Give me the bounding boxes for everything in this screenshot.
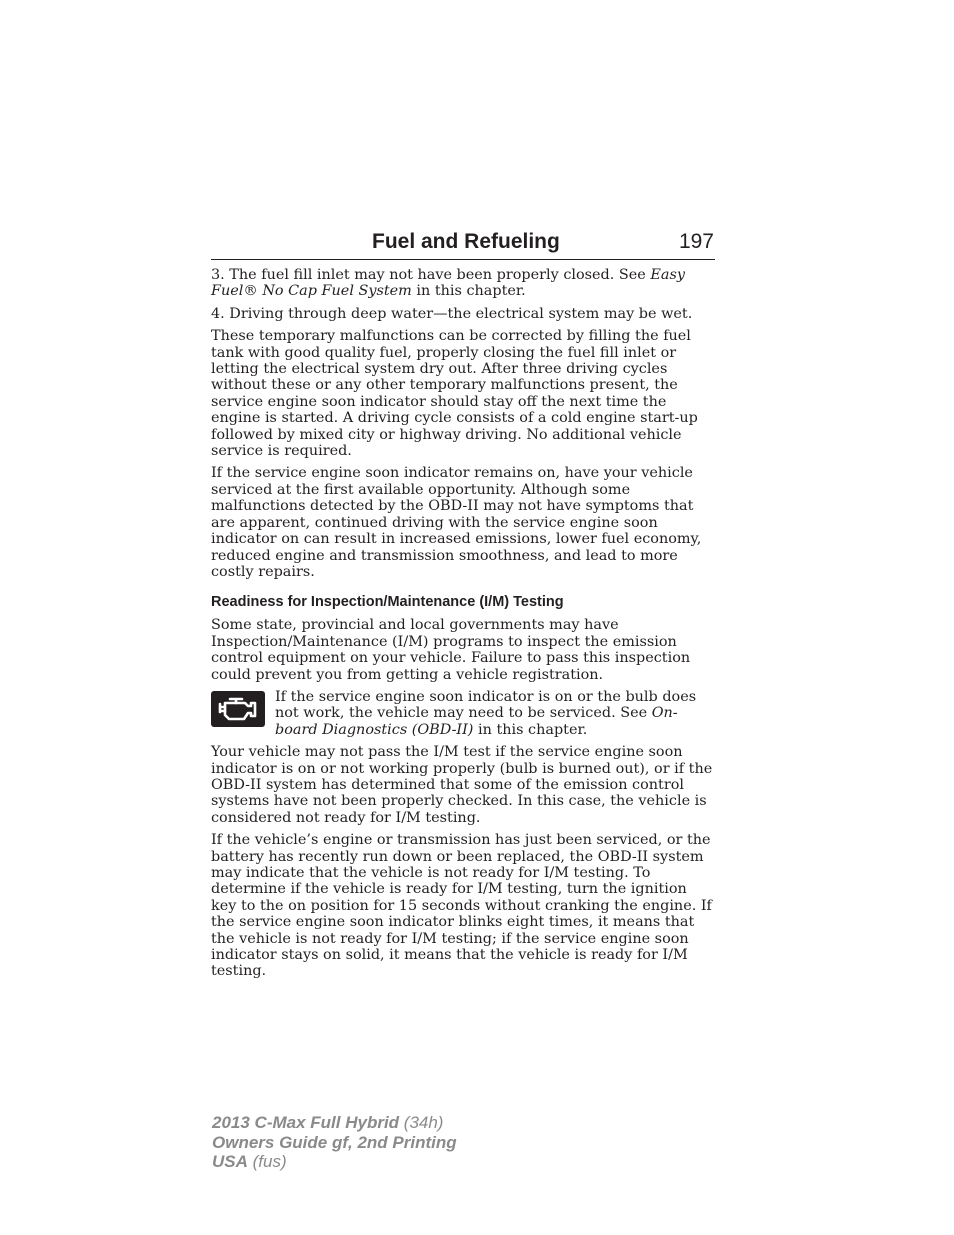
- list-item-4: 4. Driving through deep water—the electrical system may be wet.: [211, 305, 693, 322]
- paragraph-temporary-malfunctions: These temporary malfunctions can be corrected by filling the fuel tank with good quality fuel, properly closing the fuel fill inlet or letting the electrical system dry out. After three driving cycles without these or any other temporary malfunctions present, the service engine soon indicator should stay off the next time the engine is started. A driving cycle consists of a cold engine start-up followed by mixed city or highway driving. No additional vehicle service is required.: [211, 328, 698, 460]
- footer-market: USA: [212, 1152, 248, 1171]
- chapter-title: Fuel and Refueling: [372, 230, 560, 253]
- paragraph-readiness-check: If the vehicle’s engine or transmission has just been serviced, or the battery has recently run down or been replaced, the OBD-II system may indicate that the vehicle is not ready for I/M testing. To determine if the vehicle is ready for I/M testing, turn the ignition key to the on position for 15 seconds without cranking the engine. If the service engine soon indicator blinks eight times, it means that the vehicle is not ready for I/M testing; if the service engine soon indicator stays on solid, it means that the vehicle is ready for I/M testing.: [211, 832, 712, 980]
- footer-line-3: [212, 1152, 457, 1172]
- paragraph-indicator-remains-on: If the service engine soon indicator remains on, have your vehicle serviced at the first available opportunity. Although some malfunctions detected by the OBD-II may not have symptoms that are apparent, continued driving with the service engine soon indicator on can result in increased emissions, lower fuel economy, reduced engine and transmission smoothness, and lead to more costly repairs.: [211, 465, 702, 580]
- note-body: If the service engine soon indicator is on or the bulb does not work, the vehicle may need to be serviced. See: [275, 688, 697, 722]
- page-footer: [212, 1113, 457, 1172]
- cross-reference: Easy Fuel® No Cap Fuel System: [211, 267, 685, 300]
- page-number: 197: [678, 230, 714, 253]
- cross-reference: On-board Diagnostics (OBD-II): [275, 705, 678, 738]
- footer-line-2: [212, 1133, 457, 1153]
- engine-indicator-note: [211, 689, 716, 738]
- engine-warning-icon: [211, 691, 265, 727]
- page-body: [211, 267, 716, 986]
- note-text: [275, 689, 716, 738]
- note-suffix: in this chapter.: [473, 721, 588, 738]
- page-header: [211, 229, 715, 260]
- paragraph-may-not-pass: Your vehicle may not pass the I/M test if the service engine soon indicator is on or not working properly (bulb is burned out), or if the OBD-II system has determined that some of the emission control systems have not been properly checked. In this case, the vehicle is considered not ready for I/M testing.: [211, 744, 713, 826]
- list-item-3: [211, 267, 716, 300]
- footer-line-1: [212, 1113, 457, 1133]
- footer-model-code: (34h): [399, 1113, 444, 1132]
- footer-market-code: (fus): [247, 1152, 287, 1171]
- paragraph-im-programs: Some state, provincial and local governments may have Inspection/Maintenance (I/M) programs to inspect the emission control equipment on your vehicle. Failure to pass this inspection could prevent you from getting a vehicle registration.: [211, 617, 691, 683]
- footer-model: 2013 C-Max Full Hybrid: [212, 1113, 400, 1132]
- footer-guide: Owners Guide gf, 2nd Printing: [212, 1132, 457, 1152]
- item3-suffix: in this chapter.: [411, 283, 526, 300]
- section-heading: Readiness for Inspection/Maintenance (I/M) Testing: [211, 594, 564, 611]
- item3-text: 3. The fuel fill inlet may not have been properly closed. See: [211, 267, 651, 283]
